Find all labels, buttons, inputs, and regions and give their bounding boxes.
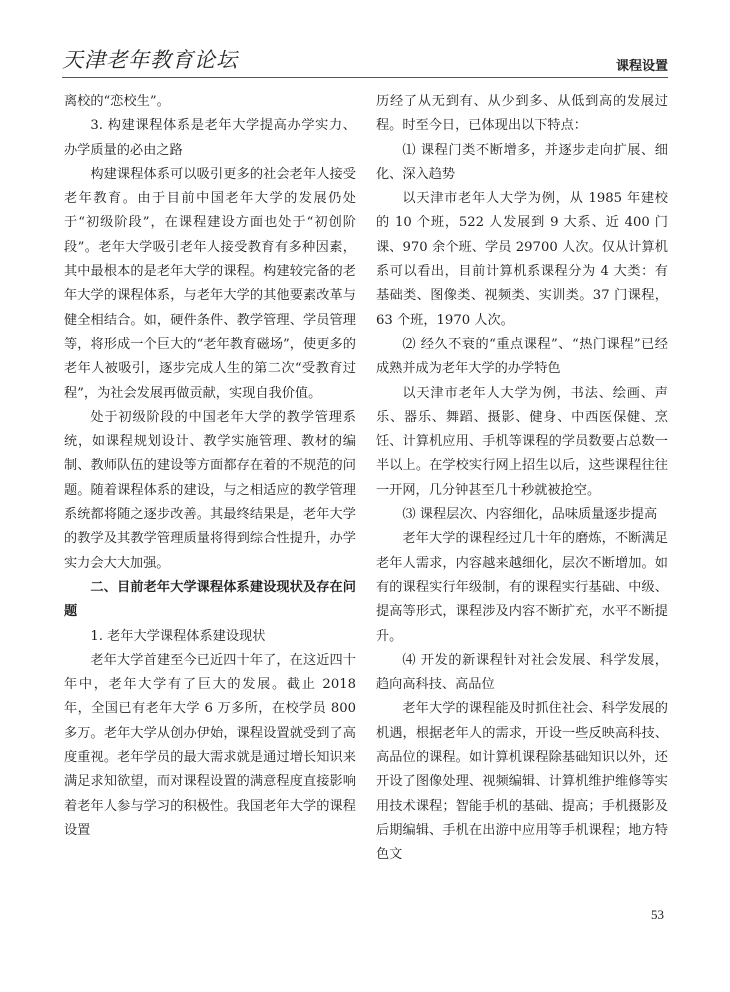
paragraph: 1. 老年大学课程体系建设现状 xyxy=(90,628,266,644)
paragraph: 以天津市老年人大学为例，从 1985 年建校的 10 个班，522 人发展到 9 大系、近 400 门课、970 余个班、学员 29700 人次。仅从计算机系可以看出，目前计算机系课程分为 4 大类：有基础类、图像类、视频类、实训类。37 门课程，63 个班，1970 人次。 xyxy=(376,191,668,328)
paragraph: 老年大学首建至今已近四十年了，在这近四十年中，老年大学有了巨大的发展。截止 2018 年，全国已有老年大学 6 万多所，在校学员 800 多万。老年大学从创办伊始，课程设置就受到了高度重视。老年学员的最大需求就是通过增长知识来满足求知欲望，而对课程设置的满意程度直接影响着老年人参与学习的积极性。我国老年大学的课程设置 xyxy=(64,652,356,838)
journal-logo: 天津老年教育论坛 xyxy=(62,48,238,72)
section-heading: 二、目前老年大学课程体系建设现状及存在问题 xyxy=(64,579,356,620)
paragraph: ⑵ 经久不衰的“重点课程”、“热门课程”已经成熟并成为老年大学的办学特色 xyxy=(376,336,668,377)
header-divider xyxy=(62,77,668,78)
paragraph: 老年大学的课程经过几十年的磨炼，不断满足老年人需求，内容越来越细化，层次不断增加。如有的课程实行年级制，有的课程实行基础、中级、提高等形式，课程涉及内容不断扩充，水平不断提升。 xyxy=(376,531,668,644)
paragraph: ⑶ 课程层次、内容细化，品味质量逐步提高 xyxy=(402,507,658,523)
paragraph: 构建课程体系可以吸引更多的社会老年人接受老年教育。由于目前中国老年大学的发展仍处于“初级阶段”，在课程建设方面也处于“初创阶段”。老年大学吸引老年人接受教育有多种因素，其中最根本的是老年大学的课程。构建较完备的老年大学的课程体系，与老年大学的其他要素改革与健全相结合。如，硬件条件、教学管理、学员管理等，将形成一个巨大的“老年教育磁场”，使更多的老年人被吸引，逐步完成人生的第二次“受教育过程”，为社会发展再做贡献，实现自我价值。 xyxy=(64,166,356,401)
paragraph: 3. 构建课程体系是老年大学提高办学实力、办学质量的必由之路 xyxy=(64,118,356,158)
paragraph: 老年大学的课程能及时抓住社会、科学发展的机遇，根据老年人的需求，开设一些反映高科技、高品位的课程。如计算机课程除基础知识以外，还开设了图像处理、视频编辑、计算机维护维修等实用技术课程；智能手机的基础、提高；手机摄影及后期编辑、手机在出游中应用等手机课程；地方特色文 xyxy=(376,701,668,863)
section-title: 课程设置 xyxy=(615,59,668,74)
paragraph: 历经了从无到有、从少到多、从低到高的发展过程。时至今日，已体现出以下特点： xyxy=(376,94,668,134)
right-text-column xyxy=(376,90,668,868)
page-number: 53 xyxy=(651,907,664,922)
paragraph: 处于初级阶段的中国老年大学的教学管理系统，如课程规划设计、教学实施管理、教材的编制、教师队伍的建设等方面都存在着的不规范的问题。随着课程体系的建设，与之相适应的教学管理系统都将随之逐步改善。其最终结果是，老年大学的教学及其教学管理质量将得到综合性提升，办学实力会大大加强。 xyxy=(64,409,356,571)
paragraph: ⑷ 开发的新课程针对社会发展、科学发展，趋向高科技、高品位 xyxy=(376,652,668,693)
paragraph: 以天津市老年人大学为例，书法、绘画、声乐、器乐、舞蹈、摄影、健身、中西医保健、烹饪、计算机应用、手机等课程的学员数要占总数一半以上。在学校实行网上招生以后，这些课程往往一开网，几分钟甚至几十秒就被抢空。 xyxy=(376,385,668,498)
paragraph: 离校的“恋校生”。 xyxy=(64,94,170,109)
left-text-column xyxy=(64,90,356,843)
paragraph: ⑴ 课程门类不断增多，并逐步走向扩展、细化、深入趋势 xyxy=(376,142,668,182)
